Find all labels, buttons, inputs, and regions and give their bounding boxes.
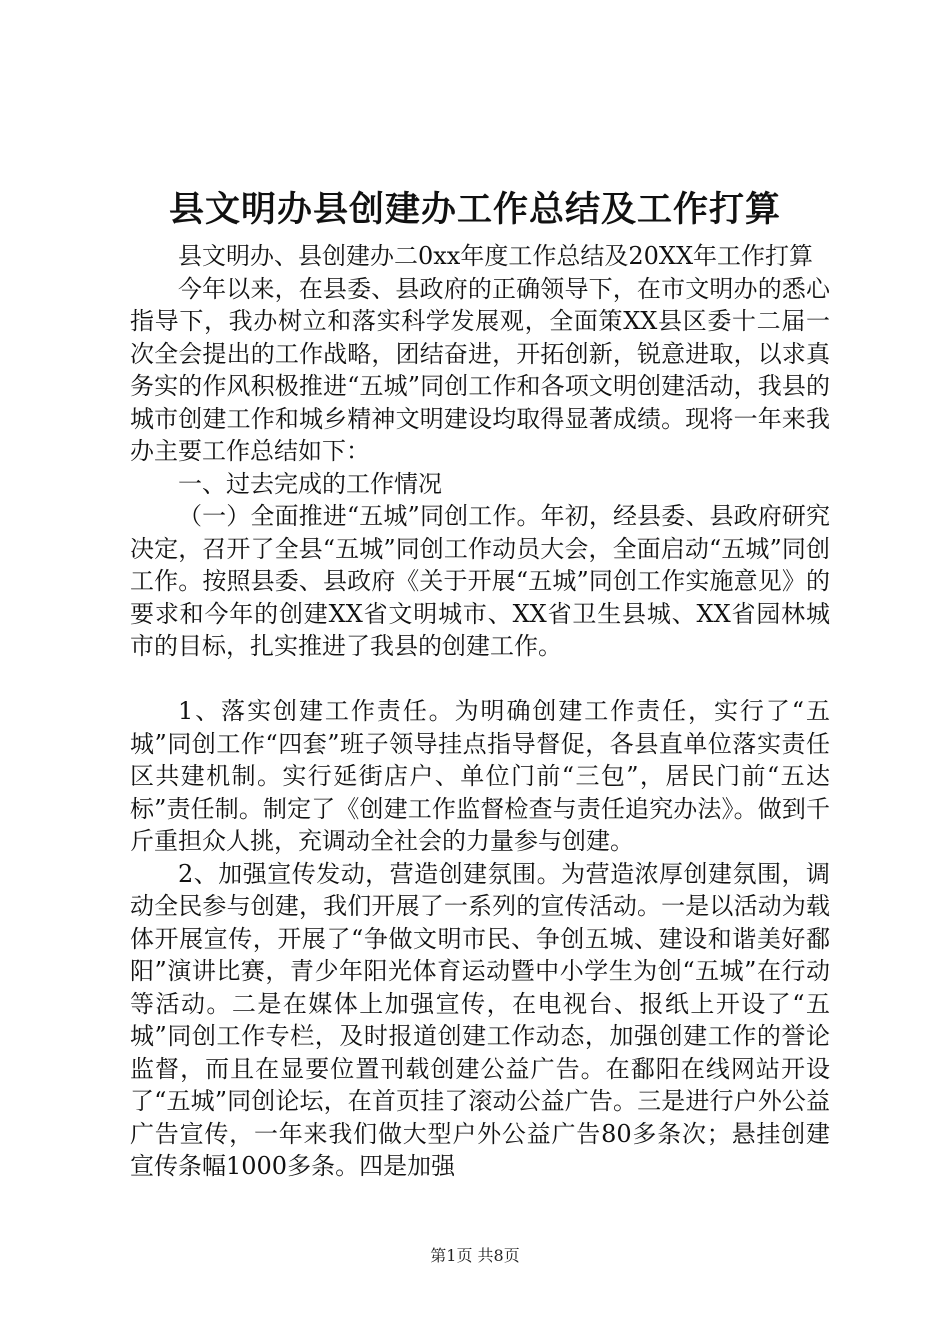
- paragraph-section-1: （一）全面推进“五城”同创工作。年初，经县委、县政府研究决定，召开了全县“五城”同创工作动员大会，全面启动“五城”同创工作。按照县委、县政府《关于开展“五城”同创工作实施意见》的要求和今年的创建XX省文明城市、XX省卫生县城、XX省园林城市的目标，扎实推进了我县的创建工作。: [130, 502, 830, 660]
- paragraph-intro: 今年以来，在县委、县政府的正确领导下，在市文明办的悉心指导下，我办树立和落实科学发展观，全面策XX县区委十二届一次全会提出的工作战略，团结奋进，开拓创新，锐意进取，以求真务实的作风积极推进“五城”同创工作和各项文明创建活动，我县的城市创建工作和城乡精神文明建设均取得显著成绩。现将一年来我办主要工作总结如下：: [130, 274, 830, 465]
- document-body: [130, 240, 830, 1183]
- paragraph-item-1: 1、落实创建工作责任。为明确创建工作责任，实行了“五城”同创工作“四套”班子领导挂点指导督促，各县直单位落实责任区共建机制。实行延街店户、单位门前“三包”，居民门前“五达标”责任制。制定了《创建工作监督检查与责任追究办法》。做到千斤重担众人挑，充调动全社会的力量参与创建。: [130, 697, 830, 855]
- document-title: 县文明办县创建办工作总结及工作打算: [168, 189, 781, 230]
- page-number: 第1页 共8页: [430, 1246, 520, 1265]
- paragraph-item-2: 2、加强宣传发动，营造创建氛围。为营造浓厚创建氛围，调动全民参与创建，我们开展了一系列的宣传活动。一是以活动为载体开展宣传，开展了“争做文明市民、争创五城、建设和谐美好鄱阳”演讲比赛，青少年阳光体育运动暨中小学生为创“五城”在行动等活动。二是在媒体上加强宣传，在电视台、报纸上开设了“五城”同创工作专栏，及时报道创建工作动态，加强创建工作的誉论监督，而且在显要位置刊载创建公益广告。在鄱阳在线网站开设了“五城”同创论坛，在首页挂了滚动公益广告。三是进行户外公益广告宣传，一年来我们做大型户外公益广告80多条次；悬挂创建宣传条幅1000多条。四是加强: [130, 859, 830, 1180]
- section-heading: 一、过去完成的工作情况: [178, 469, 442, 498]
- paragraph-subtitle: 县文明办、县创建办二0xx年度工作总结及20XX年工作打算: [178, 242, 814, 270]
